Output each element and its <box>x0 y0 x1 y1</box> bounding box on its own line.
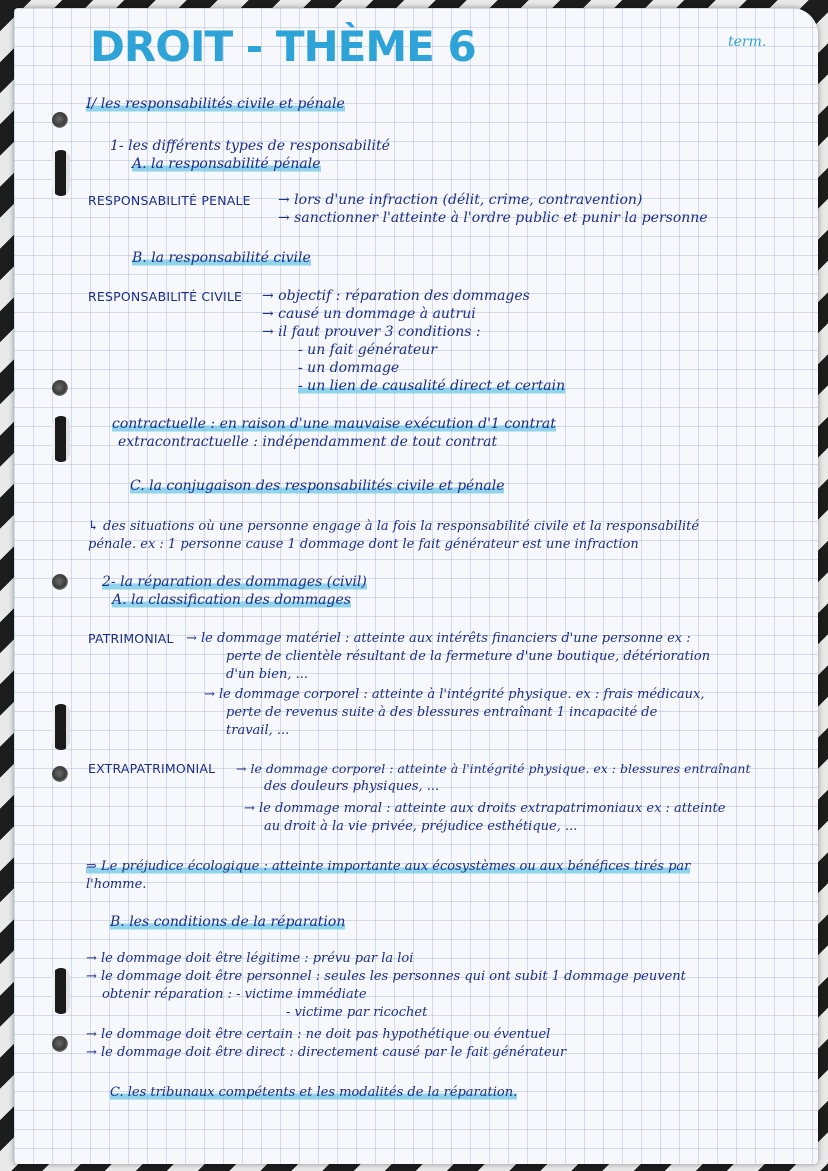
note-line: travail, ... <box>226 723 290 738</box>
highlighted-definition: ⇒ Le préjudice écologique : atteinte importante aux écosystèmes ou aux bénéfices tirés par <box>86 859 691 874</box>
note-line: - victime par ricochet <box>286 1005 428 1020</box>
note-line: perte de clientèle résultant de la fermeture d'une boutique, détérioration <box>226 649 711 664</box>
note-line: pénale. ex : 1 personne cause 1 dommage dont le fait générateur est une infraction <box>88 537 639 552</box>
term-label: PATRIMONIAL <box>88 631 174 646</box>
note-line: → sanctionner l'atteinte à l'ordre public et punir la personne <box>278 210 708 226</box>
subsection-heading: 1- les différents types de responsabilité <box>110 138 390 154</box>
subsection-heading: C. les tribunaux compétents et les modalités de la réparation. <box>110 1085 518 1100</box>
note-line: l'homme. <box>86 877 147 892</box>
binder-hole-icon <box>52 150 70 196</box>
note-line: → lors d'une infraction (délit, crime, contravention) <box>278 192 643 208</box>
note-line: au droit à la vie privée, préjudice esthétique, ... <box>264 819 578 834</box>
subsection-heading: A. la responsabilité pénale <box>132 156 321 172</box>
note-line: → le dommage doit être direct : directement causé par le fait générateur <box>86 1045 567 1060</box>
binder-hole-icon <box>52 968 70 1014</box>
subsection-heading: B. la responsabilité civile <box>132 250 311 266</box>
note-line: - un lien de causalité direct et certain <box>298 378 566 394</box>
term-label: EXTRAPATRIMONIAL <box>88 761 216 776</box>
note-line: d'un bien, ... <box>226 667 308 682</box>
binder-hole-icon <box>52 766 68 782</box>
note-line: - un fait générateur <box>298 342 437 358</box>
note-line: → le dommage doit être légitime : prévu par la loi <box>86 951 414 966</box>
note-line: → le dommage corporel : atteinte à l'intégrité physique. ex : frais médicaux, <box>204 687 705 702</box>
term-label: RESPONSABILITÉ PENALE <box>88 193 251 208</box>
binder-hole-icon <box>52 704 70 750</box>
note-line: extracontractuelle : indépendamment de tout contrat <box>118 434 498 450</box>
subsection-heading: B. les conditions de la réparation <box>110 914 346 930</box>
binder-hole-icon <box>52 1036 68 1052</box>
note-line: → le dommage matériel : atteinte aux intérêts financiers d'une personne ex : <box>186 631 691 646</box>
level-tag: term. <box>728 34 767 50</box>
binder-hole-icon <box>52 380 68 396</box>
note-line: → objectif : réparation des dommages <box>262 288 530 304</box>
section-heading: I/ les responsabilités civile et pénale <box>86 96 345 112</box>
binder-hole-icon <box>52 112 68 128</box>
page-title: DROIT - THÈME 6 <box>90 22 476 71</box>
binder-hole-icon <box>52 574 68 590</box>
note-line: → causé un dommage à autrui <box>262 306 476 322</box>
note-line: perte de revenus suite à des blessures entraînant 1 incapacité de <box>226 705 658 720</box>
binder-hole-icon <box>52 416 70 462</box>
note-line: contractuelle : en raison d'une mauvaise exécution d'1 contrat <box>112 416 556 432</box>
note-line: obtenir réparation : - victime immédiate <box>102 987 367 1002</box>
note-line: → le dommage corporel : atteinte à l'intégrité physique. ex : blessures entraînant <box>236 761 751 776</box>
subsection-heading: 2- la réparation des dommages (civil) <box>102 574 367 590</box>
note-line: - un dommage <box>298 360 400 376</box>
note-line: → le dommage moral : atteinte aux droits extrapatrimoniaux ex : atteinte <box>244 801 726 816</box>
note-line: → le dommage doit être personnel : seules les personnes qui ont subit 1 dommage peuvent <box>86 969 686 984</box>
note-line: ↳ des situations où une personne engage à la fois la responsabilité civile et la responsabilité <box>88 519 700 534</box>
term-label: RESPONSABILITÉ CIVILE <box>88 289 243 304</box>
subsection-heading: C. la conjugaison des responsabilités civile et pénale <box>130 478 505 494</box>
note-line: des douleurs physiques, ... <box>264 779 440 794</box>
note-line: → le dommage doit être certain : ne doit pas hypothétique ou éventuel <box>86 1027 551 1042</box>
notebook-page <box>14 8 818 1164</box>
subsection-heading: A. la classification des dommages <box>112 592 351 608</box>
note-line: → il faut prouver 3 conditions : <box>262 324 481 340</box>
